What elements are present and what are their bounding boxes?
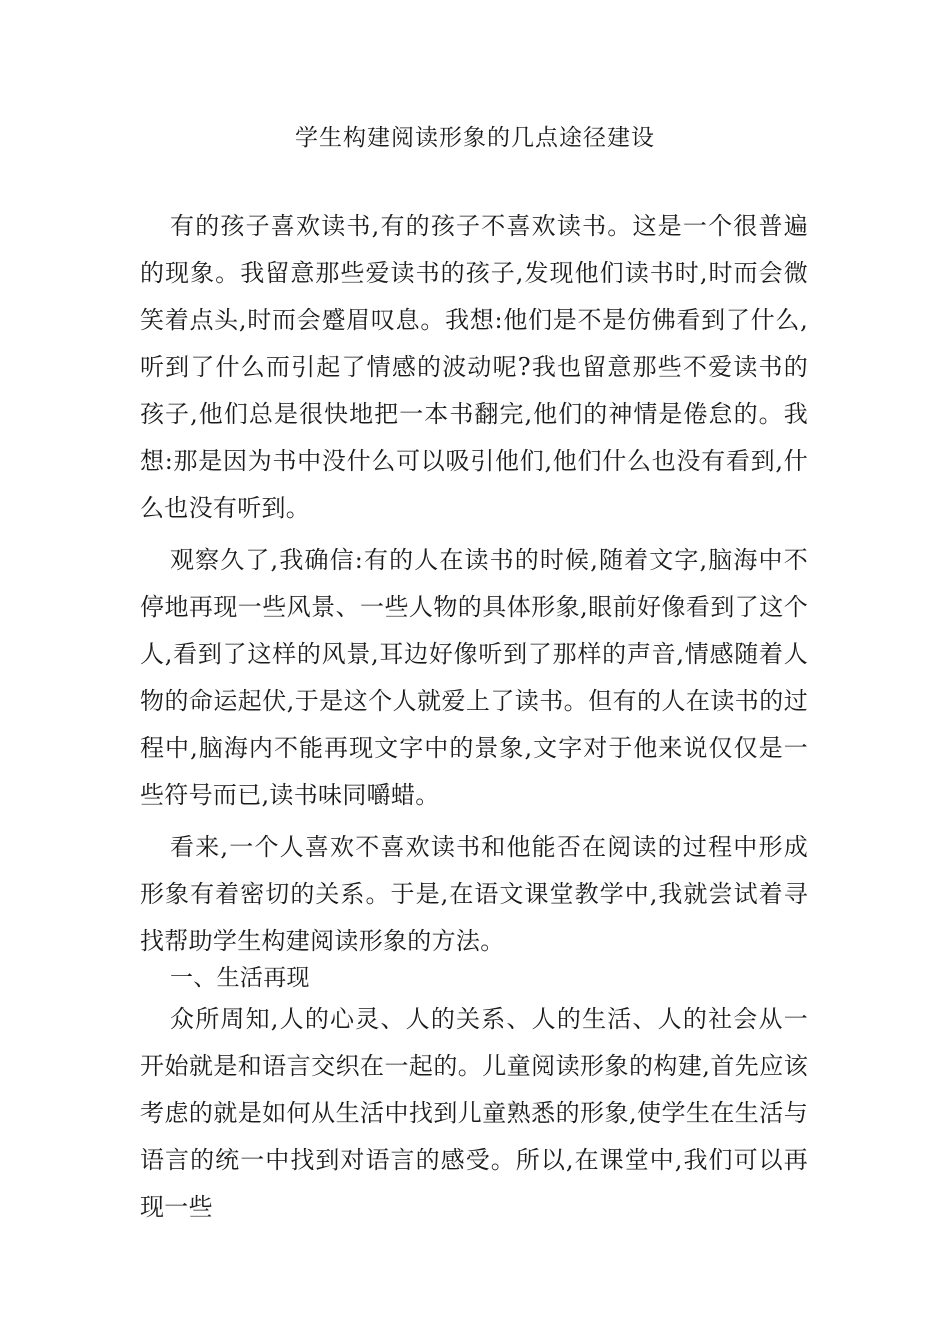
paragraph-1: 有的孩子喜欢读书,有的孩子不喜欢读书。这是一个很普遍的现象。我留意那些爱读书的孩子,发现他们读书时,时而会微笑着点头,时而会蹙眉叹息。我想:他们是不是仿佛看到了什么,听到了什么而引起了情感的波动呢?我也留意那些不爱读书的孩子,他们总是很快地把一本书翻完,他们的神情是倦怠的。我想:那是因为书中没什么可以吸引他们,他们什么也没有看到,什么也没有听到。 — [140, 212, 808, 522]
section-heading: 一、生活再现 — [170, 965, 310, 991]
document-title: 学生构建阅读形象的几点途径建设 — [295, 125, 655, 151]
document-body — [140, 203, 808, 1236]
paragraph-3: 看来,一个人喜欢不喜欢读书和他能否在阅读的过程中形成形象有着密切的关系。于是,在语文课堂教学中,我就尝试着寻找帮助学生构建阅读形象的方法。 — [140, 833, 808, 955]
section-paragraph: 众所周知,人的心灵、人的关系、人的生活、人的社会从一开始就是和语言交织在一起的。儿童阅读形象的构建,首先应该考虑的就是如何从生活中找到儿童熟悉的形象,使学生在生活与语言的统一中找到对语言的感受。所以,在课堂中,我们可以再现一些 — [140, 1005, 808, 1221]
paragraph-2: 观察久了,我确信:有的人在读书的时候,随着文字,脑海中不停地再现一些风景、一些人物的具体形象,眼前好像看到了这个人,看到了这样的风景,耳边好像听到了那样的声音,情感随着人物的命运起伏,于是这个人就爱上了读书。但有的人在读书的过程中,脑海内不能再现文字中的景象,文字对于他来说仅仅是一些符号而已,读书味同嚼蜡。 — [140, 546, 808, 809]
